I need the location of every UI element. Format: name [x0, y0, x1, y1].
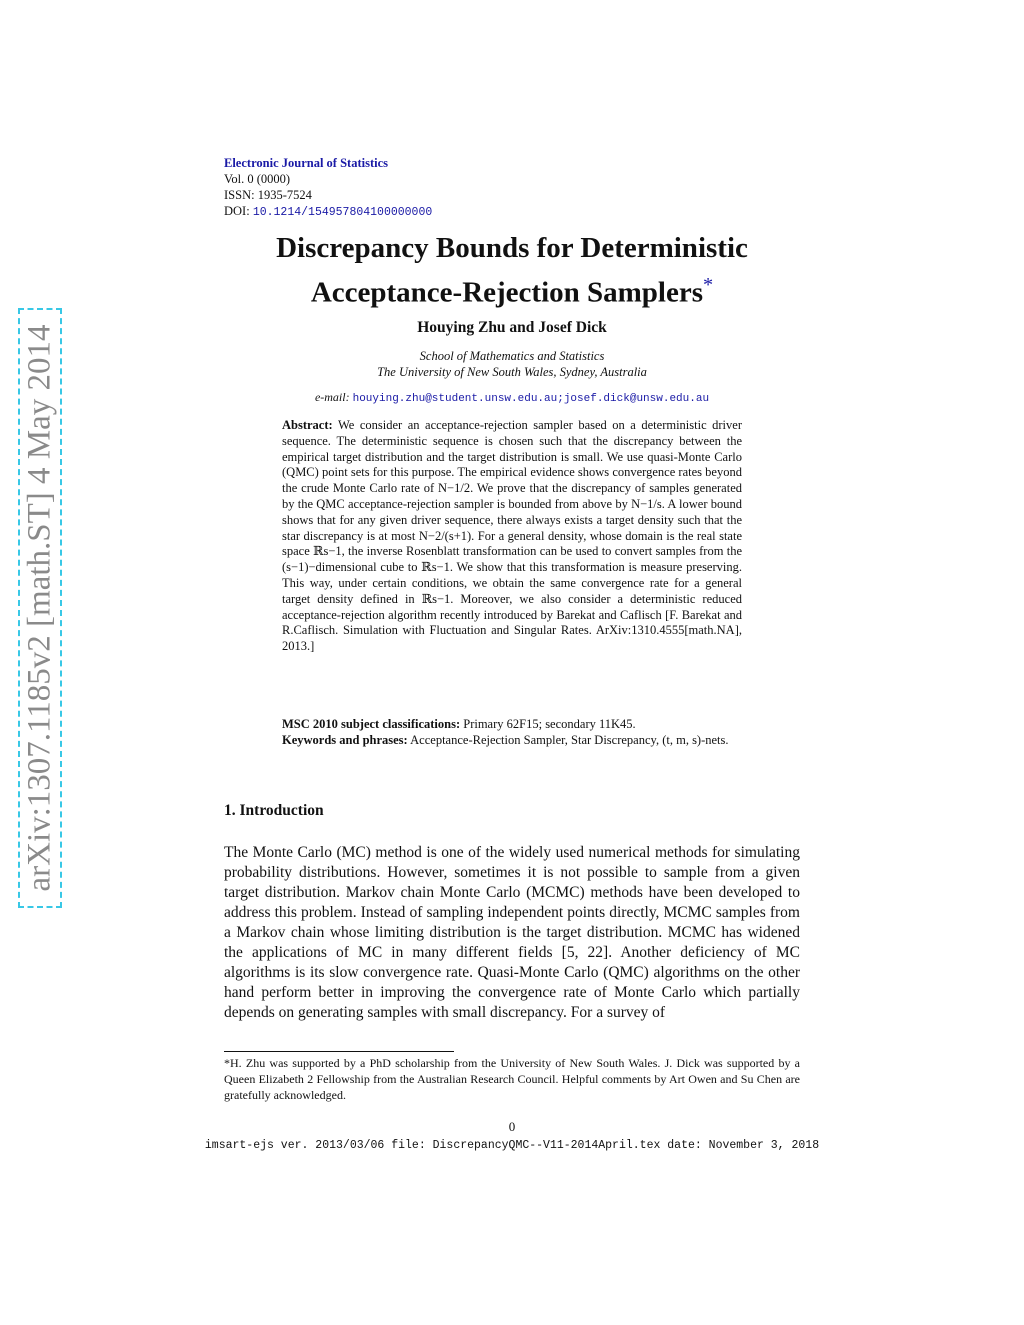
- page-number: 0: [508, 1119, 516, 1134]
- journal-header: [224, 155, 432, 221]
- title-line-2: [160, 267, 864, 312]
- email-link[interactable]: houying.zhu@student.unsw.edu.au;josef.dick@unsw.edu.au: [352, 393, 710, 405]
- keywords-text: Acceptance-Rejection Sampler, Star Discrepancy, (t, m, s)-nets.: [410, 732, 729, 747]
- abstract-label: Abstract:: [282, 418, 333, 432]
- affiliation-line-1: School of Mathematics and Statistics: [419, 349, 605, 363]
- page-footer: imsart-ejs ver. 2013/03/06 file: DiscrepancyQMC--V11-2014April.tex date: November 3, 2018: [204, 1139, 820, 1152]
- abstract: [282, 418, 742, 655]
- affiliation: [240, 348, 784, 380]
- affiliation-line-2: The University of New South Wales, Sydney, Australia: [377, 365, 647, 379]
- intro-paragraph: The Monte Carlo (MC) method is one of the widely used numerical methods for simulating probability distributions. However, sometimes it is not possible to sample from a given target distribution. Markov chain Monte Carlo (MCMC) methods have been developed to address this problem. Instead of sampling independent points directly, MCMC samples from a Markov chain whose limiting distribution is the target distribution. MCMC has widened the applications of MC in many different fields [5, 22]. Another deficiency of MC algorithms is its slow convergence rate. Quasi-Monte Carlo (QMC) algorithms on the other hand perform better in improving the convergence rate of Monte Carlo which partially depends on generating samples with small discrepancy. For a survey of: [224, 844, 800, 1021]
- abstract-text: We consider an acceptance-rejection sampler based on a deterministic driver sequence. The deterministic sequence is chosen such that the discrepancy between the empirical target distribution and the target distribution is small. We use quasi-Monte Carlo (QMC) point sets for this purpose. The empirical evidence shows convergence rates beyond the crude Monte Carlo rate of N−1/2. We prove that the discrepancy of samples generated by the QMC acceptance-rejection sampler is bounded from above by N−1/s. A lower bound shows that for any given driver sequence, there always exists a target density such that the star discrepancy is at most N−2/(s+1). For a general density, whose domain is the real state space ℝs−1, the inverse Rosenblatt transformation can be used to convert samples from the (s−1)−dimensional cube to ℝs−1. We show that this transformation is measure preserving. This way, under certain conditions, we obtain the same convergence rate for a general target density defined in ℝs−1. Moreover, we also consider a deterministic reduced acceptance-rejection algorithm recently introduced by Barekat and Caflisch [F. Barekat and R.Caflisch. Simulation with Fluctuation and Singular Rates. ArXiv:1310.4555[math.NA], 2013.]: [282, 418, 742, 654]
- email-label: e-mail:: [314, 390, 350, 404]
- journal-name-link[interactable]: Electronic Journal of Statistics: [224, 156, 388, 170]
- journal-volume: Vol. 0 (0000): [224, 172, 291, 186]
- title-line-2-text: Acceptance-Rejection Samplers: [310, 276, 704, 309]
- msc-line: [282, 717, 742, 733]
- paper-title: [160, 230, 864, 312]
- title-footnote-mark[interactable]: *: [703, 274, 714, 296]
- keywords-line: [282, 733, 742, 749]
- arxiv-stamp: [18, 308, 62, 908]
- keywords-label: Keywords and phrases:: [282, 732, 408, 747]
- authors: Houying Zhu and Josef Dick: [417, 319, 607, 336]
- doi-link[interactable]: 10.1214/154957804100000000: [252, 206, 433, 219]
- section-heading: 1. Introduction: [224, 802, 324, 819]
- footnote-rule: [224, 1051, 454, 1052]
- email-line: [200, 390, 824, 405]
- journal-doi: [224, 203, 432, 221]
- msc-text: Primary 62F15; secondary 11K45.: [463, 717, 636, 731]
- title-line-1: Discrepancy Bounds for Deterministic: [276, 232, 748, 264]
- doi-label: DOI:: [224, 204, 250, 218]
- journal-issn: ISSN: 1935-7524: [224, 188, 312, 202]
- footnote: *H. Zhu was supported by a PhD scholarship from the University of New South Wales. J. Dick was supported by a Queen Elizabeth 2 Fellowship from the Australian Research Council. Helpful comments by Art Owen and Su Chen are gratefully acknowledged.: [224, 1056, 800, 1102]
- arxiv-stamp-text: arXiv:1307.1185v2 [math.ST] 4 May 2014: [21, 324, 58, 892]
- msc-label: MSC 2010 subject classifications:: [282, 717, 461, 731]
- classifications: [282, 717, 742, 749]
